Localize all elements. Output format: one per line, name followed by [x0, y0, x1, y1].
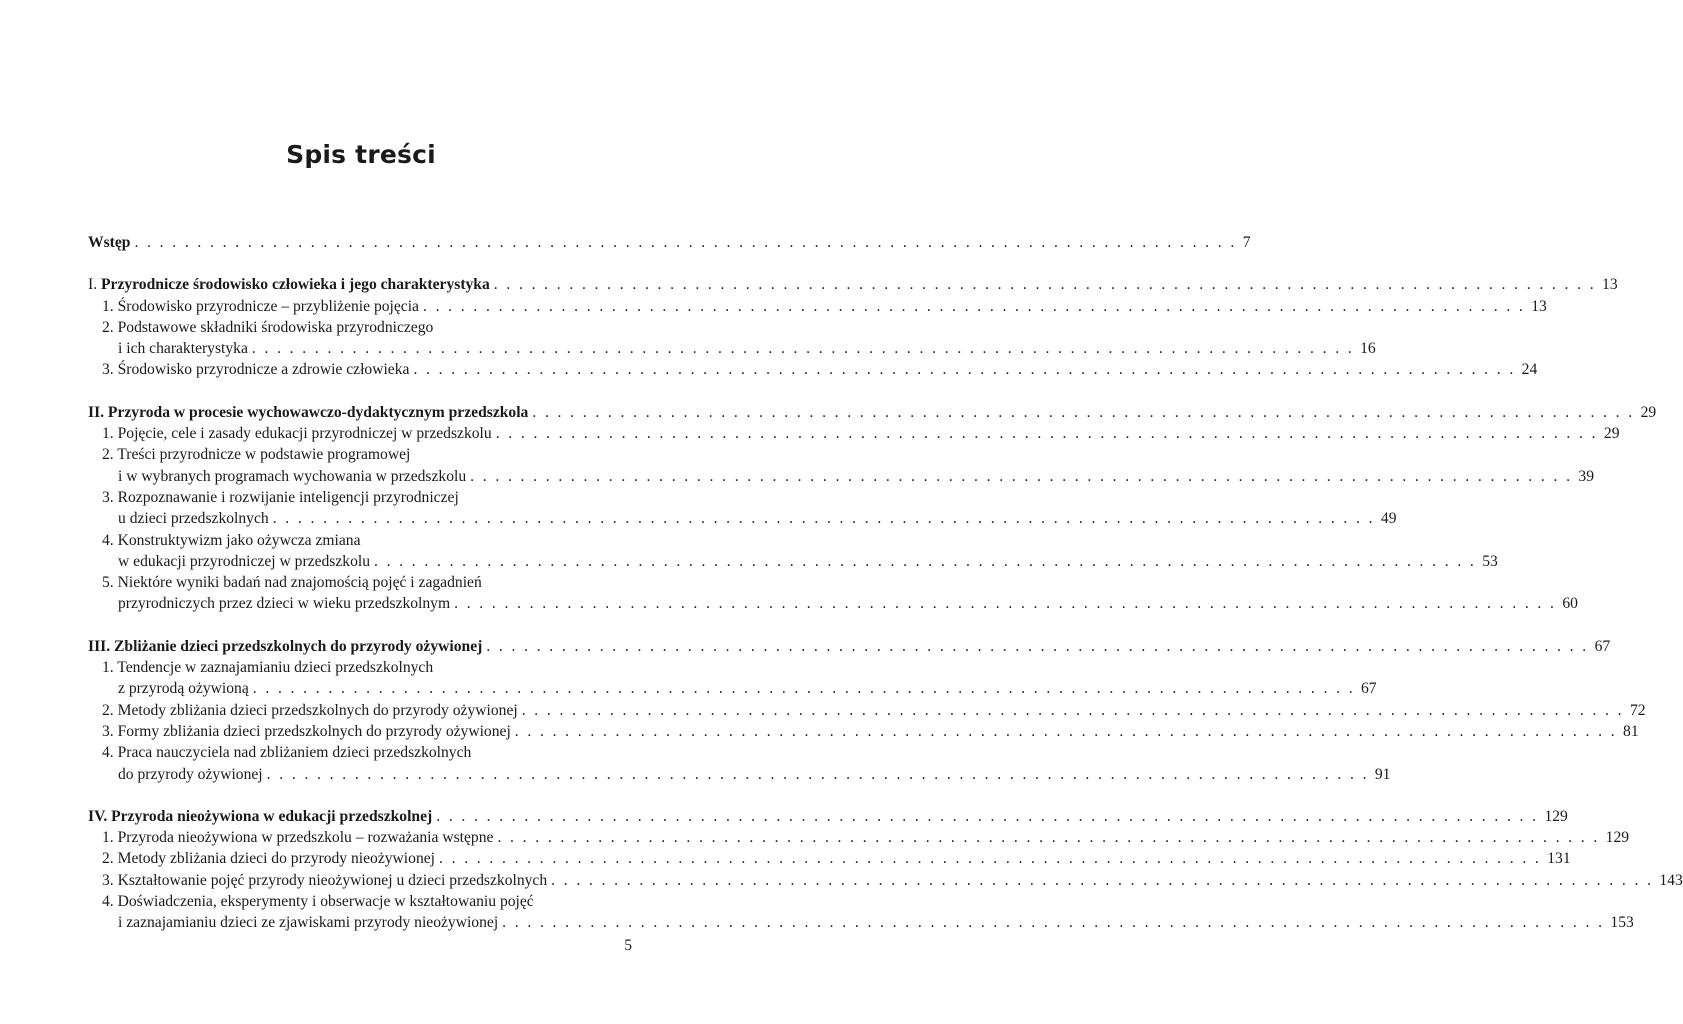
dot-leader: . . . . . . . . . . . . . . . . . . . . . . . . . . . . . . . . . . . . . . . . . . . . . . . . . . . . . . . . . . . . . . . . . . . . . . . . . . . . . . . . . . . . . . . .	[521, 701, 1624, 719]
toc-page-number: 39	[1578, 467, 1594, 485]
toc-page-number: 13	[1531, 297, 1547, 315]
toc-section-2-1[interactable]	[88, 423, 1620, 444]
toc-section-4-4-line2[interactable]	[88, 912, 1634, 933]
toc-entry-title: II. Przyroda w procesie wychowawczo-dydaktycznym przedszkola	[88, 403, 529, 421]
toc-section-3-1-line1[interactable]	[88, 657, 632, 678]
toc-entry-title: 3. Formy zbliżania dzieci przedszkolnych do przyrody ożywionej	[102, 722, 511, 740]
toc-section-2-3-line2[interactable]	[88, 508, 1397, 529]
dot-leader: . . . . . . . . . . . . . . . . . . . . . . . . . . . . . . . . . . . . . . . . . . . . . . . . . . . . . . . . . . . . . . . . . . . . . . . . . . . . . . . . . . . . . . . .	[514, 722, 1618, 740]
toc-chapter-4[interactable]	[88, 806, 1568, 827]
dot-leader: . . . . . . . . . . . . . . . . . . . . . . . . . . . . . . . . . . . . . . . . . . . . . . . . . . . . . . . . . . . . . . . . . . . . . . . . . . . . . . . . . . . . . . . .	[493, 276, 1597, 294]
toc-section-1-2-line2[interactable]	[88, 338, 1376, 359]
dot-leader: . . . . . . . . . . . . . . . . . . . . . . . . . . . . . . . . . . . . . . . . . . . . . . . . . . . . . . . . . . . . . . . . . . . . . . . . . . . . . . . . . . . . . . . .	[134, 234, 1237, 251]
toc-section-2-5-line1[interactable]	[88, 572, 632, 593]
page-number: 5	[624, 937, 632, 954]
toc-entry-title: 2. Metody zbliżania dzieci przedszkolnych do przyrody ożywionej	[102, 701, 518, 719]
dot-leader: . . . . . . . . . . . . . . . . . . . . . . . . . . . . . . . . . . . . . . . . . . . . . . . . . . . . . . . . . . . . . . . . . . . . . . . . . . . . . . . . . . . . . . . .	[470, 467, 1573, 485]
toc-section-2-5-line2[interactable]	[88, 593, 1578, 614]
toc-entry-title: i ich charakterystyka	[118, 340, 248, 358]
toc-section-1-1[interactable]	[88, 296, 1547, 317]
toc-entry-title: 3. Środowisko przyrodnicze a zdrowie człowieka	[102, 361, 410, 379]
dot-leader: . . . . . . . . . . . . . . . . . . . . . . . . . . . . . . . . . . . . . . . . . . . . . . . . . . . . . . . . . . . . . . . . . . . . . . . . . . . . . . . . . . . . . . . .	[486, 637, 1589, 655]
toc-section-3-4-line1[interactable]	[88, 742, 632, 763]
toc-entry-title: 3. Rozpoznawanie i rozwijanie inteligencji przyrodniczej	[102, 488, 459, 506]
dot-leader: . . . . . . . . . . . . . . . . . . . . . . . . . . . . . . . . . . . . . . . . . . . . . . . . . . . . . . . . . . . . . . . . . . . . . . . . . . . . . . . . . . . . . . . .	[272, 510, 1375, 528]
toc-section-4-2[interactable]	[88, 848, 1571, 869]
toc-page-number: 53	[1482, 552, 1498, 570]
toc-entry-title: 1. Przyroda nieożywiona w przedszkolu – rozważania wstępne	[102, 829, 494, 847]
toc-page-number: 72	[1629, 701, 1646, 719]
toc-entry-title: i zaznajamianiu dzieci ze zjawiskami przyrody nieożywionej	[118, 914, 499, 932]
toc-section-4-3[interactable]	[88, 870, 1683, 891]
toc-section-4-4-line1[interactable]	[88, 891, 632, 912]
toc-page-number: 131	[1547, 850, 1571, 868]
toc-page-number: 60	[1562, 595, 1578, 613]
dot-leader: . . . . . . . . . . . . . . . . . . . . . . . . . . . . . . . . . . . . . . . . . . . . . . . . . . . . . . . . . . . . . . . . . . . . . . . . . . . . . . . . . . . . . . . .	[266, 765, 1369, 783]
toc-section-1-3[interactable]	[88, 359, 1538, 380]
toc-page-number: 7	[1242, 234, 1251, 251]
toc-section-2-3-line1[interactable]	[88, 487, 632, 508]
toc-entry-title: IV. Przyroda nieożywiona w edukacji przedszkolnej	[88, 807, 433, 825]
toc-page-number: 16	[1360, 340, 1376, 358]
dot-leader: . . . . . . . . . . . . . . . . . . . . . . . . . . . . . . . . . . . . . . . . . . . . . . . . . . . . . . . . . . . . . . . . . . . . . . . . . . . . . . . . . . . . . . . .	[439, 850, 1542, 868]
dot-leader: . . . . . . . . . . . . . . . . . . . . . . . . . . . . . . . . . . . . . . . . . . . . . . . . . . . . . . . . . . . . . . . . . . . . . . . . . . . . . . . . . . . . . . . .	[422, 297, 1526, 315]
toc-chapter-2[interactable]	[88, 402, 1657, 423]
toc-page-number: 91	[1374, 765, 1391, 783]
toc-entry-title: 3. Kształtowanie pojęć przyrody nieożywionej u dzieci przedszkolnych	[102, 871, 548, 889]
toc-entry-title: Przyrodnicze środowisko człowieka i jego charakterystyka	[101, 276, 490, 294]
toc-page-number: 129	[1544, 807, 1568, 825]
toc-entry-title: 1. Pojęcie, cele i zasady edukacji przyrodniczej w przedszkolu	[102, 425, 492, 443]
toc-section-2-4-line1[interactable]	[88, 530, 632, 551]
toc-page-number: 153	[1610, 914, 1634, 932]
dot-leader: . . . . . . . . . . . . . . . . . . . . . . . . . . . . . . . . . . . . . . . . . . . . . . . . . . . . . . . . . . . . . . . . . . . . . . . . . . . . . . . . . . . . . . . .	[495, 425, 1598, 443]
page-title: Spis treści	[286, 140, 436, 169]
toc-entry-title: u dzieci przedszkolnych	[118, 510, 269, 528]
toc-entry-title: 1. Środowisko przyrodnicze – przybliżenie pojęcia	[102, 297, 419, 315]
dot-leader: . . . . . . . . . . . . . . . . . . . . . . . . . . . . . . . . . . . . . . . . . . . . . . . . . . . . . . . . . . . . . . . . . . . . . . . . . . . . . . . . . . . . . . . .	[551, 871, 1654, 889]
toc-chapter-3[interactable]	[88, 636, 1611, 657]
toc-entry-title: 5. Niektóre wyniki badań nad znajomością pojęć i zagadnień	[102, 574, 482, 592]
toc-page-number: 143	[1659, 871, 1683, 889]
toc-section-1-2-line1[interactable]	[88, 317, 632, 338]
dot-leader: . . . . . . . . . . . . . . . . . . . . . . . . . . . . . . . . . . . . . . . . . . . . . . . . . . . . . . . . . . . . . . . . . . . . . . . . . . . . . . . . . . . . . . . .	[374, 552, 1477, 570]
toc-section-4-1[interactable]	[88, 827, 1630, 848]
toc-section-3-2[interactable]	[88, 700, 1646, 721]
toc-entry-title: 2. Podstawowe składniki środowiska przyrodniczego	[102, 318, 434, 336]
dot-leader: . . . . . . . . . . . . . . . . . . . . . . . . . . . . . . . . . . . . . . . . . . . . . . . . . . . . . . . . . . . . . . . . . . . . . . . . . . . . . . . . . . . . . . . .	[251, 340, 1355, 358]
toc-chapter-1[interactable]	[88, 274, 1618, 295]
dot-leader: . . . . . . . . . . . . . . . . . . . . . . . . . . . . . . . . . . . . . . . . . . . . . . . . . . . . . . . . . . . . . . . . . . . . . . . . . . . . . . . . . . . . . . . .	[454, 595, 1557, 613]
toc-entry-title: przyrodniczych przez dzieci w wieku przedszkolnym	[118, 595, 451, 613]
toc-page-number: 13	[1602, 276, 1618, 294]
toc-entry-title: w edukacji przyrodniczej w przedszkolu	[118, 552, 370, 570]
dot-leader: . . . . . . . . . . . . . . . . . . . . . . . . . . . . . . . . . . . . . . . . . . . . . . . . . . . . . . . . . . . . . . . . . . . . . . . . . . . . . . . . . . . . . . . .	[413, 361, 1516, 379]
toc-page-number: 67	[1594, 637, 1611, 655]
toc-page-number: 29	[1640, 403, 1657, 421]
toc-page-number: 67	[1361, 680, 1377, 698]
toc-entry-title: 2. Treści przyrodnicze w podstawie programowej	[102, 446, 411, 464]
toc-entry-title: i w wybranych programach wychowania w przedszkolu	[118, 467, 467, 485]
dot-leader: . . . . . . . . . . . . . . . . . . . . . . . . . . . . . . . . . . . . . . . . . . . . . . . . . . . . . . . . . . . . . . . . . . . . . . . . . . . . . . . . . . . . . . . .	[497, 829, 1600, 847]
toc-section-3-1-line2[interactable]	[88, 678, 1377, 699]
dot-leader: . . . . . . . . . . . . . . . . . . . . . . . . . . . . . . . . . . . . . . . . . . . . . . . . . . . . . . . . . . . . . . . . . . . . . . . . . . . . . . . . . . . . . . . .	[436, 807, 1539, 825]
toc-section-3-4-line2[interactable]	[88, 764, 1391, 785]
toc-page-number: 29	[1603, 425, 1620, 443]
dot-leader: . . . . . . . . . . . . . . . . . . . . . . . . . . . . . . . . . . . . . . . . . . . . . . . . . . . . . . . . . . . . . . . . . . . . . . . . . . . . . . . . . . . . . . . .	[252, 680, 1355, 698]
chapter-numeral: I.	[88, 276, 101, 294]
toc-section-2-2-line2[interactable]	[88, 466, 1594, 487]
dot-leader: . . . . . . . . . . . . . . . . . . . . . . . . . . . . . . . . . . . . . . . . . . . . . . . . . . . . . . . . . . . . . . . . . . . . . . . . . . . . . . . . . . . . . . . .	[502, 914, 1605, 932]
toc-page-number: 24	[1521, 361, 1538, 379]
toc-entry-title: 2. Metody zbliżania dzieci do przyrody nieożywionej	[102, 850, 435, 868]
dot-leader: . . . . . . . . . . . . . . . . . . . . . . . . . . . . . . . . . . . . . . . . . . . . . . . . . . . . . . . . . . . . . . . . . . . . . . . . . . . . . . . . . . . . . . . .	[532, 403, 1635, 421]
toc-section-2-4-line2[interactable]	[88, 551, 1498, 572]
toc-entry-wstep[interactable]	[88, 232, 1251, 253]
toc-section-2-2-line1[interactable]	[88, 444, 632, 465]
toc-entry-title: III. Zbliżanie dzieci przedszkolnych do przyrody ożywionej	[88, 637, 483, 655]
toc-entry-title: z przyrodą ożywioną	[118, 680, 249, 698]
toc-page-number: 49	[1380, 510, 1397, 528]
toc-section-3-3[interactable]	[88, 721, 1639, 742]
toc-entry-title: 4. Doświadczenia, eksperymenty i obserwacje w kształtowaniu pojęć	[102, 893, 534, 911]
toc-entry-title: 1. Tendencje w zaznajamianiu dzieci przedszkolnych	[102, 659, 434, 677]
toc-entry-title: Wstęp	[88, 234, 131, 251]
table-of-contents	[88, 232, 1683, 934]
toc-entry-title: 4. Praca nauczyciela nad zbliżaniem dzieci przedszkolnych	[102, 744, 472, 762]
toc-page-number: 129	[1605, 829, 1630, 847]
toc-entry-title: 4. Konstruktywizm jako ożywcza zmiana	[102, 531, 361, 549]
toc-entry-title: do przyrody ożywionej	[118, 765, 263, 783]
toc-page-number: 81	[1623, 722, 1639, 740]
